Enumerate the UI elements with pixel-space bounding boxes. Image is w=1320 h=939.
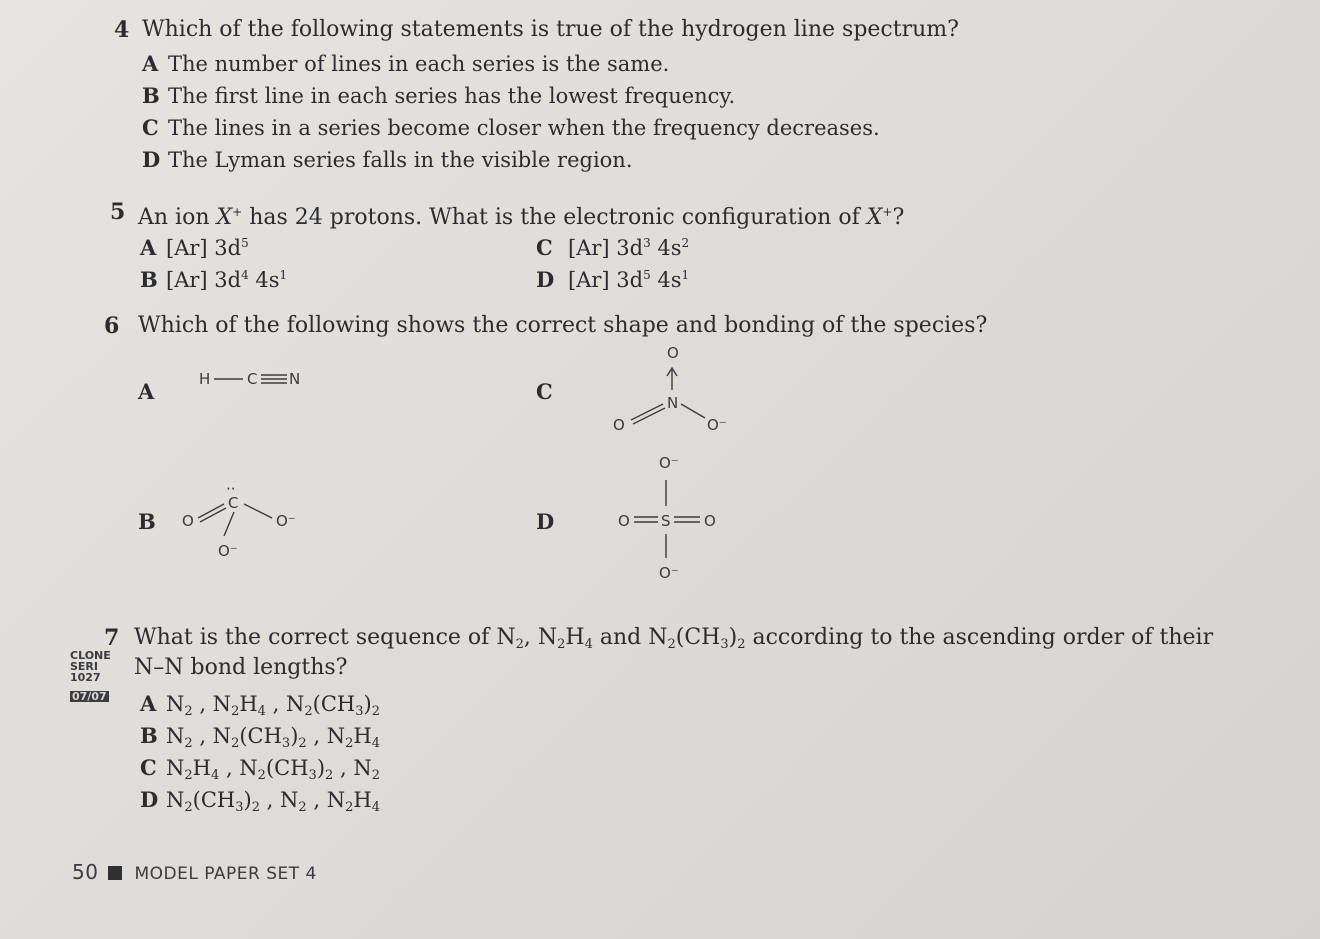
atom-o-3: O⁻ xyxy=(218,542,238,560)
page-footer xyxy=(72,860,317,884)
q7-option-a: A $N_2$ , $N_2H_4$ , $N_2(CH_3)_2$ xyxy=(140,691,380,719)
q6-molecule-d xyxy=(612,448,742,584)
question-7-line-2: N–N bond lengths? xyxy=(134,655,348,680)
q4-option-c: C The lines in a series become closer when the frequency decreases. xyxy=(142,115,880,140)
q6-molecule-c xyxy=(605,340,745,440)
q5-option-c: C [Ar] $3d^3$ $4s^2$ xyxy=(536,235,690,260)
single-bond-down xyxy=(224,512,234,536)
atom-o-right: O⁻ xyxy=(707,416,727,434)
question-stem: An ion X+ has 24 protons. What is the electronic configuration of X+? xyxy=(138,205,905,230)
footer-square-icon xyxy=(108,866,122,880)
atom-o-top: O xyxy=(667,344,679,362)
footer-label: MODEL PAPER SET 4 xyxy=(134,864,317,884)
page-number: 50 xyxy=(72,860,99,884)
q6-option-a-label: A xyxy=(138,379,155,404)
single-bond-right xyxy=(244,504,272,518)
atom-h: H xyxy=(199,370,211,388)
q4-option-d: D The Lyman series falls in the visible region. xyxy=(142,147,633,172)
lone-pair: ·· xyxy=(226,480,236,498)
q6-option-b-label: B xyxy=(138,509,156,534)
atom-o-right: O xyxy=(704,512,716,530)
question-stem: Which of the following shows the correct shape and bonding of the species? xyxy=(138,313,988,338)
q6-molecule-a xyxy=(195,364,315,394)
q4-option-a: A The number of lines in each series is the same. xyxy=(142,51,670,76)
q7-option-c: C $N_2H_4$ , $N_2(CH_3)_2$ , $N_2$ xyxy=(140,755,380,783)
q5-option-a: A [Ar] $3d^5$ xyxy=(140,235,249,260)
atom-c: C xyxy=(228,494,239,512)
q6-option-d-label: D xyxy=(536,509,555,534)
question-stem: What is the correct sequence of $N_2$, $N_2H_4$ and $N_2(CH_3)_2$ according to the ascending order of their xyxy=(134,625,1214,652)
q7-option-b: B $N_2$ , $N_2(CH_3)_2$ , $N_2H_4$ xyxy=(140,723,380,751)
q5-option-b: B [Ar] $3d^4$ $4s^1$ xyxy=(140,267,288,292)
atom-o-top: O⁻ xyxy=(659,454,679,472)
single-bond xyxy=(681,404,705,418)
atom-o-1: O xyxy=(182,512,194,530)
question-number: 7 xyxy=(104,625,120,651)
question-number: 6 xyxy=(104,313,120,339)
q6-molecule-b xyxy=(178,478,318,568)
atom-o-bottom: O⁻ xyxy=(659,564,679,582)
atom-o-left: O xyxy=(618,512,630,530)
question-number: 4 xyxy=(114,17,130,43)
atom-o-2: O⁻ xyxy=(276,512,296,530)
q4-option-b: B The first line in each series has the lowest frequency. xyxy=(142,83,736,108)
q5-option-d: D [Ar] $3d^5$ $4s^1$ xyxy=(536,267,690,292)
q6-option-c-label: C xyxy=(536,379,553,404)
question-number: 5 xyxy=(110,199,126,225)
margin-stamp: CLONE SERI 1027 07/07 xyxy=(70,649,111,703)
atom-n: N xyxy=(667,394,679,412)
atom-o-left: O xyxy=(613,416,625,434)
q7-option-d: D $N_2(CH_3)_2$ , $N_2$ , $N_2H_4$ xyxy=(140,787,380,815)
atom-c: C xyxy=(247,370,258,388)
question-stem: Which of the following statements is true of the hydrogen line spectrum? xyxy=(142,17,959,42)
atom-n: N xyxy=(289,370,301,388)
atom-s: S xyxy=(661,512,671,530)
